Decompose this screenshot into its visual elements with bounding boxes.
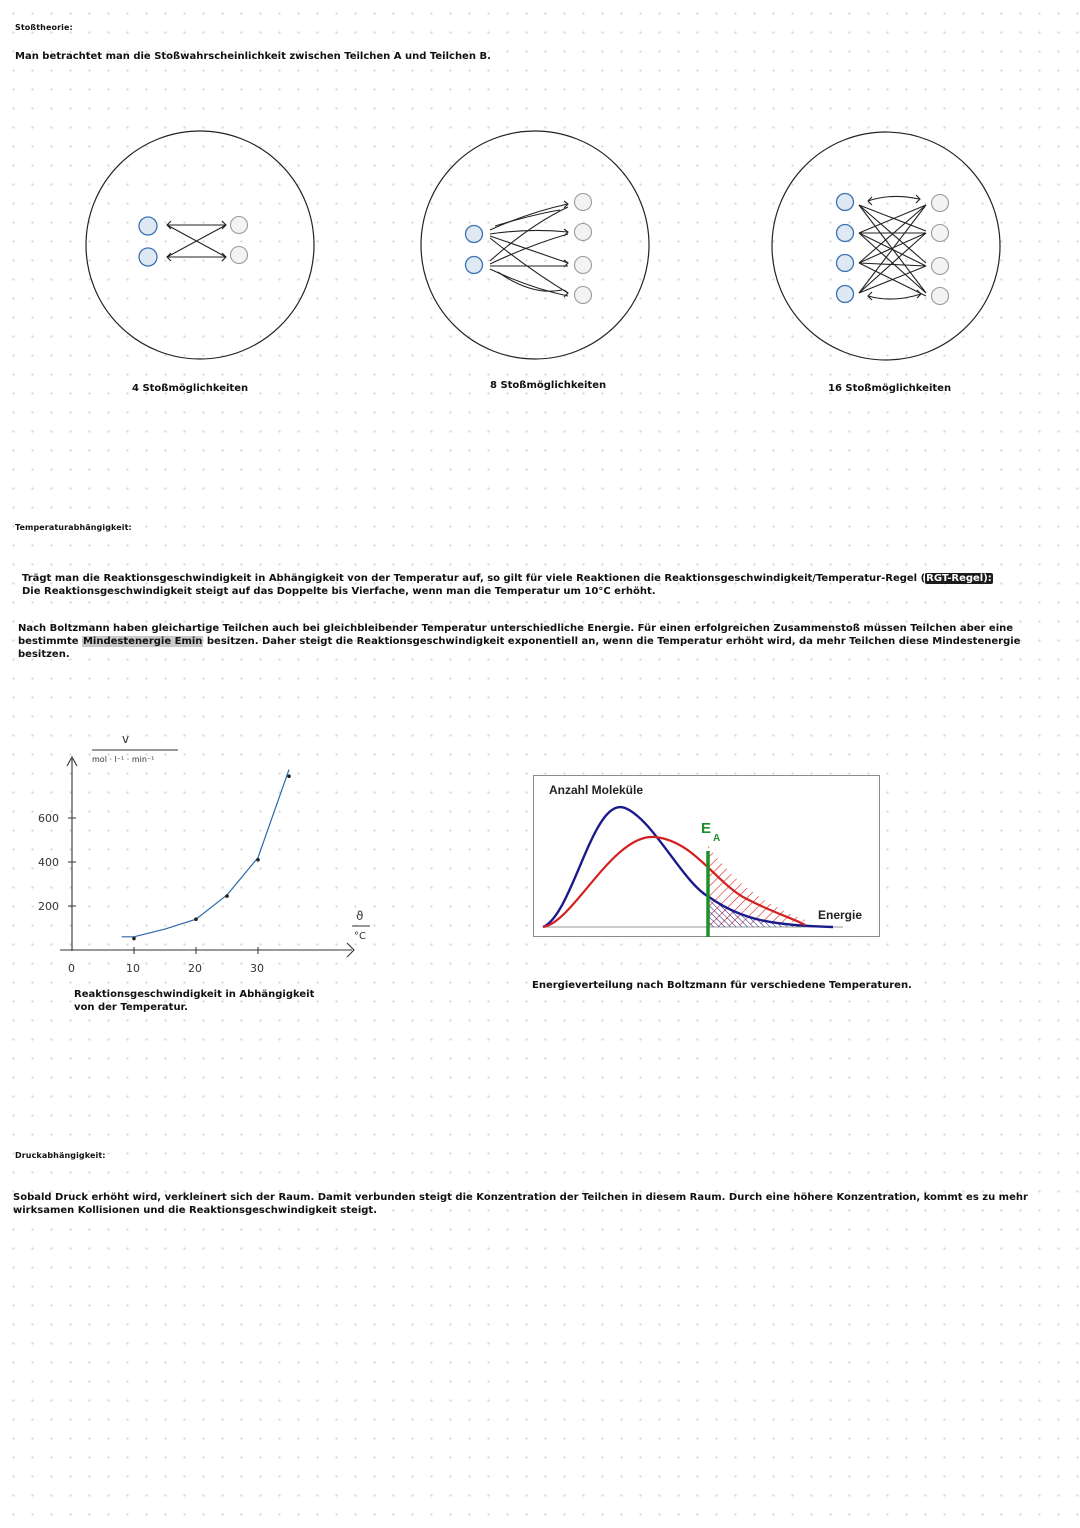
ea-subscript: A [713, 833, 721, 844]
rgt-highlight: RGT-Regel): [926, 573, 992, 584]
collision-arrows [859, 195, 926, 300]
collision-diagram-4 [85, 132, 317, 364]
boltzmann-paragraph: Nach Boltzmann haben gleichartige Teilchen auch bei gleichbleibender Temperatur unterschiedliche Energie. Für einen erfolgreichen Zusammenstoß müssen Teilchen aber eine bestimmte Mindestenergie Emin besitzen. Daher steigt die Reaktionsgeschwindigkeit exponentiell an, wenn die Temperatur erhöht wird, da mehr Teilchen diese Mindestenergie besitzen. [18, 623, 1021, 660]
chart-title: Anzahl Moleküle [549, 783, 644, 797]
section-heading-druck: Druckabhängigkeit: [15, 1151, 106, 1160]
collision-arrows [167, 221, 226, 261]
particle-a [837, 225, 854, 242]
particle-b [575, 224, 592, 241]
boltzmann-caption: Energieverteilung nach Boltzmann für verschiedene Temperaturen. [532, 980, 912, 991]
section-heading-stosstheorie: Stoßtheorie: [15, 23, 73, 32]
collision-diagram-8 [420, 130, 652, 362]
x-tick-label: 10 [126, 962, 140, 975]
particle-b [575, 287, 592, 304]
druck-paragraph: Sobald Druck erhöht wird, verkleinert sich der Raum. Damit verbunden steigt die Konzentration der Teilchen in diesem Raum. Durch eine höhere Konzentration, kommt es zu mehr wirksamen Kollisionen und die Reaktionsgeschwindigkeit steigt. [13, 1192, 1028, 1216]
collision-diagram-16 [771, 133, 1003, 365]
particle-b [932, 288, 949, 305]
y-unit-label: mol · l⁻¹ · min⁻¹ [92, 755, 155, 764]
x-tick-label: 30 [250, 962, 264, 975]
particle-b [231, 247, 248, 264]
data-point [132, 937, 136, 941]
particle-a [139, 217, 157, 235]
particle-a [466, 226, 483, 243]
x-var-label: ϑ [356, 909, 364, 923]
particle-b [932, 225, 949, 242]
particle-a [139, 248, 157, 266]
rate-chart-caption: Reaktionsgeschwindigkeit in Abhängigkeit von der Temperatur. [74, 989, 315, 1013]
ea-label: E [701, 820, 712, 837]
section-heading-temperatur: Temperaturabhängigkeit: [15, 523, 132, 532]
particle-b [575, 257, 592, 274]
particle-b [575, 194, 592, 211]
particle-b [231, 217, 248, 234]
diagram-caption-3: 16 Stoßmöglichkeiten [828, 383, 952, 394]
emin-highlight: Mindestenergie Emin [82, 636, 203, 647]
y-tick-label: 400 [38, 856, 59, 869]
diagram-caption-1: 4 Stoßmöglichkeiten [132, 383, 249, 394]
y-var-label: v [122, 732, 130, 746]
y-tick-label: 200 [38, 900, 59, 913]
stoss-intro-text: Man betrachtet man die Stoßwahrscheinlichkeit zwischen Teilchen A und Teilchen B. [15, 51, 491, 62]
rate-temperature-chart [30, 732, 390, 985]
x-tick-label: 0 [68, 962, 75, 975]
data-point [194, 917, 198, 921]
x-unit-label: °C [354, 931, 366, 942]
particle-b [932, 258, 949, 275]
x-tick-label: 20 [188, 962, 202, 975]
particle-a [837, 194, 854, 211]
boltzmann-chart [533, 775, 883, 940]
data-point [256, 858, 260, 862]
rgt-paragraph: Trägt man die Reaktionsgeschwindigkeit in Abhängigkeit von der Temperatur auf, so gilt für viele Reaktionen die Reaktionsgeschwindigkeit/Temperatur-Regel (RGT-Regel): Die Reaktionsgeschwindigkeit steigt auf das Doppelte bis Vierfache, wenn man die Temperatur um 10°C erhöht. [22, 573, 992, 597]
energy-label: Energie [818, 908, 863, 922]
particle-b [932, 195, 949, 212]
particle-a [837, 286, 854, 303]
particle-a [837, 255, 854, 272]
particle-a [466, 257, 483, 274]
collision-arrows [490, 201, 568, 297]
y-tick-label: 600 [38, 812, 59, 825]
data-point [225, 894, 229, 898]
rate-curve [122, 770, 289, 937]
data-point [287, 774, 291, 778]
diagram-caption-2: 8 Stoßmöglichkeiten [490, 380, 607, 391]
